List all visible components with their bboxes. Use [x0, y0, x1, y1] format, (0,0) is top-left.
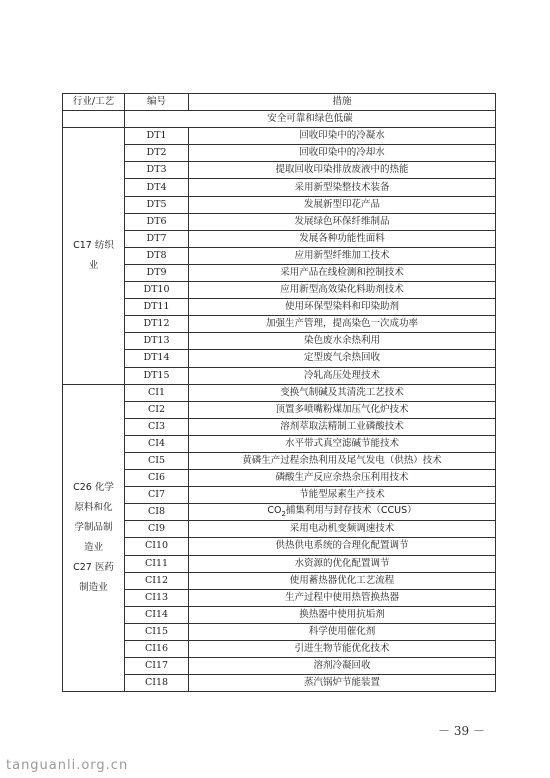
table-row: [63, 538, 496, 555]
industry-line: 原料和化: [74, 501, 113, 513]
code-cell: CI5: [125, 452, 189, 469]
table-row: [63, 675, 496, 692]
measure-cell: 生产过程中使用热管换热器: [189, 589, 496, 606]
code-cell: CI11: [125, 555, 189, 572]
measure-cell: 蒸汽锅炉节能装置: [189, 675, 496, 692]
code-cell: DT15: [125, 367, 189, 384]
table-row: [63, 606, 496, 623]
header-row: [63, 94, 496, 111]
measure-cell: 发展各种功能性面料: [189, 230, 496, 247]
table-row: [63, 350, 496, 367]
code-cell: CI14: [125, 606, 189, 623]
measure-subscript: 2: [281, 509, 286, 518]
measure-cell: 科学使用催化剂: [189, 623, 496, 640]
measure-cell: 顶置多喷嘴粉煤加压气化炉技术: [189, 401, 496, 418]
code-cell: CI18: [125, 675, 189, 692]
code-cell: DT4: [125, 179, 189, 196]
table-row: [63, 418, 496, 435]
table-row: [63, 641, 496, 658]
watermark-text: tanguanli.org.cn: [6, 758, 129, 773]
industry-line: 业: [88, 259, 99, 271]
industry-line: 制造业: [79, 581, 108, 593]
measure-cell: 使用环保型染料和印染助剂: [189, 299, 496, 316]
code-cell: DT9: [125, 264, 189, 281]
measure-cell: 水资源的优化配置调节: [189, 555, 496, 572]
measure-cell: 冷轧高压处理技术: [189, 367, 496, 384]
table-row: [63, 367, 496, 384]
measure-cell: 加强生产管理，提高染色一次成功率: [189, 316, 496, 333]
code-cell: DT1: [125, 128, 189, 145]
table-row: [63, 572, 496, 589]
table-row: [63, 658, 496, 675]
measure-cell: 磷酸生产反应余热余压利用技术: [189, 470, 496, 487]
code-cell: DT7: [125, 230, 189, 247]
code-cell: DT14: [125, 350, 189, 367]
table-row: [63, 299, 496, 316]
table-row: [63, 145, 496, 162]
section-title: 安全可靠和绿色低碳: [125, 111, 496, 128]
measure-cell: 染色废水余热利用: [189, 333, 496, 350]
measure-cell: 水平带式真空滤碱节能技术: [189, 435, 496, 452]
measure-cell: 溶剂冷凝回收: [189, 658, 496, 675]
code-cell: DT13: [125, 333, 189, 350]
table-row: [63, 435, 496, 452]
table-row: [63, 555, 496, 572]
measure-cell: 溶剂萃取法精制工业磷酸技术: [189, 418, 496, 435]
table-row: [63, 384, 496, 401]
code-cell: DT12: [125, 316, 189, 333]
table-row: [63, 196, 496, 213]
table-row: [63, 247, 496, 264]
measure-cell: 应用新型纤维加工技术: [189, 247, 496, 264]
measure-cell: 节能型尿素生产技术: [189, 487, 496, 504]
table-row: [63, 128, 496, 145]
table-row: [63, 401, 496, 418]
table-row: [63, 452, 496, 469]
code-cell: DT11: [125, 299, 189, 316]
section-row: [63, 111, 496, 128]
measure-cell: 回收印染中的冷凝水: [189, 128, 496, 145]
measure-cell: 定型废气余热回收: [189, 350, 496, 367]
code-cell: DT6: [125, 213, 189, 230]
measure-suffix: 捕集利用与封存技术（CCUS）: [285, 504, 417, 516]
code-cell: CI8: [125, 504, 189, 521]
industry-line: C26 化学: [73, 481, 114, 493]
measure-cell: 采用电动机变频调速技术: [189, 521, 496, 538]
measure-prefix: CO: [267, 504, 282, 516]
industry-cell: [63, 128, 125, 384]
table-row: [63, 521, 496, 538]
code-cell: CI6: [125, 470, 189, 487]
industry-line: 学制品制: [74, 521, 113, 533]
measure-cell: 发展新型印花产品: [189, 196, 496, 213]
section-blank: [63, 111, 125, 128]
industry-line: 造业: [83, 541, 103, 553]
code-cell: DT3: [125, 162, 189, 179]
code-cell: DT2: [125, 145, 189, 162]
measure-cell: 发展绿色环保纤维制品: [189, 213, 496, 230]
table-row: [63, 470, 496, 487]
table-row: [63, 333, 496, 350]
table-row: [63, 623, 496, 640]
code-cell: CI9: [125, 521, 189, 538]
measure-cell: 变换气制碱及其清洗工艺技术: [189, 384, 496, 401]
measure-cell: 黄磷生产过程余热利用及尾气发电（供热）技术: [189, 452, 496, 469]
code-cell: DT5: [125, 196, 189, 213]
table-row: [63, 487, 496, 504]
code-cell: CI1: [125, 384, 189, 401]
page-number: － 39 －: [438, 724, 485, 738]
code-cell: CI12: [125, 572, 189, 589]
code-cell: CI4: [125, 435, 189, 452]
table-row: [63, 230, 496, 247]
measure-cell: [189, 504, 496, 521]
code-cell: CI16: [125, 641, 189, 658]
table-row: [63, 589, 496, 606]
table-row: [63, 162, 496, 179]
header-measure: 措施: [189, 94, 496, 111]
table-row: [63, 316, 496, 333]
measure-cell: 引进生物节能优化技术: [189, 641, 496, 658]
code-cell: DT10: [125, 282, 189, 299]
header-code: 编号: [125, 94, 189, 111]
industry-cell: [63, 384, 125, 692]
table-row: [63, 264, 496, 281]
measures-table-body: [63, 94, 496, 692]
header-industry: 行业/工艺: [63, 94, 125, 111]
measure-cell: 应用新型高效染化料助剂技术: [189, 282, 496, 299]
table-row: [63, 213, 496, 230]
code-cell: CI7: [125, 487, 189, 504]
industry-line: C17 纺织: [73, 239, 114, 251]
measures-table: [62, 93, 496, 692]
measure-cell: 提取回收印染排放废液中的热能: [189, 162, 496, 179]
table-row: [63, 504, 496, 521]
table-row: [63, 282, 496, 299]
code-cell: CI15: [125, 623, 189, 640]
measure-cell: 采用产品在线检测和控制技术: [189, 264, 496, 281]
code-cell: CI10: [125, 538, 189, 555]
code-cell: DT8: [125, 247, 189, 264]
measure-cell: 使用蓄热器优化工艺流程: [189, 572, 496, 589]
industry-line: C27 医药: [73, 561, 114, 573]
code-cell: CI13: [125, 589, 189, 606]
measure-cell: 回收印染中的冷却水: [189, 145, 496, 162]
measure-cell: 供热供电系统的合理化配置调节: [189, 538, 496, 555]
table-row: [63, 179, 496, 196]
code-cell: CI17: [125, 658, 189, 675]
code-cell: CI3: [125, 418, 189, 435]
code-cell: CI2: [125, 401, 189, 418]
measure-cell: 采用新型染整技术装备: [189, 179, 496, 196]
measure-cell: 换热器中使用抗垢剂: [189, 606, 496, 623]
